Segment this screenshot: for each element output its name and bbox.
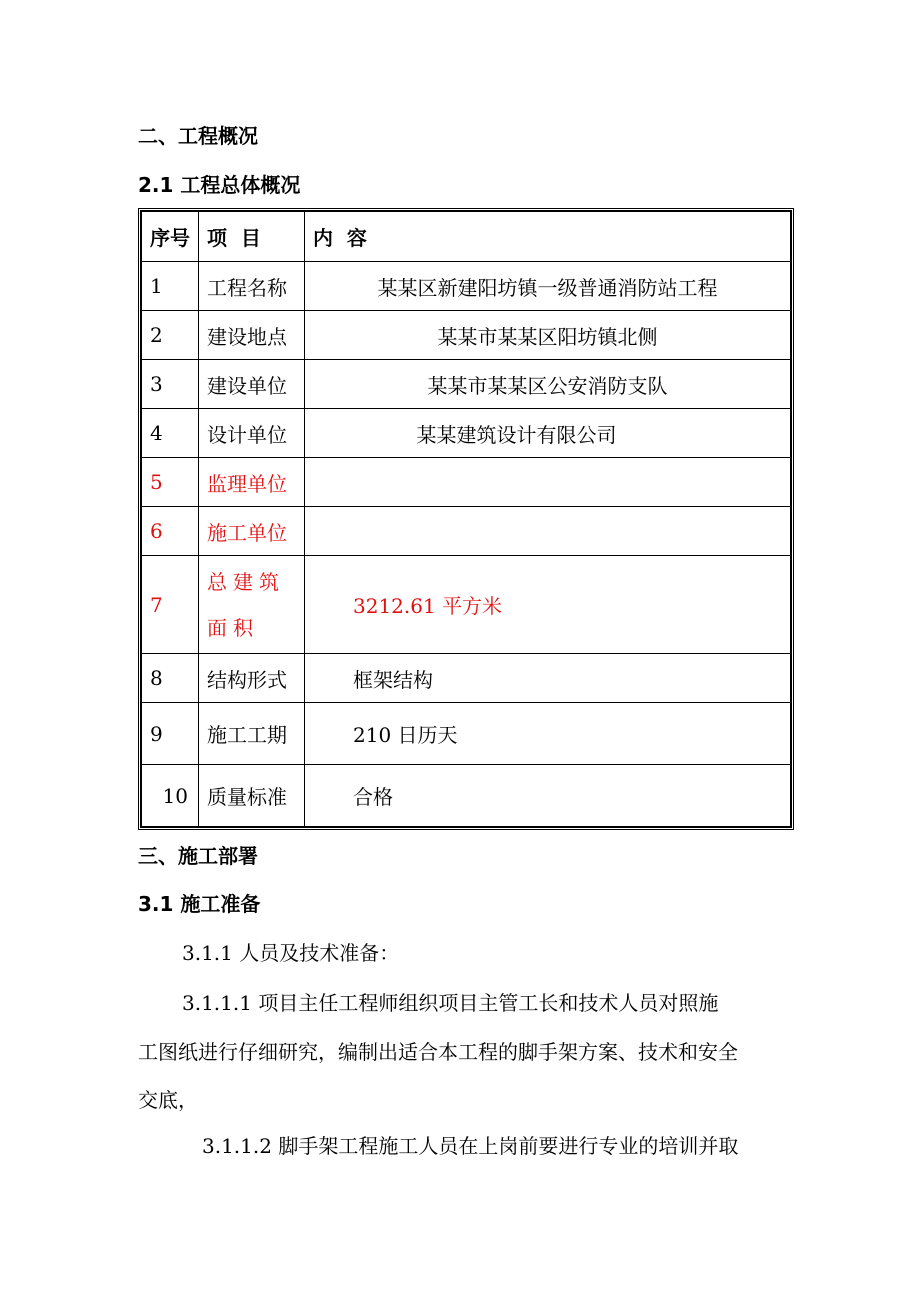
row-content: 某某区新建阳坊镇一级普通消防站工程: [305, 262, 791, 311]
header-content: 内 容: [305, 212, 791, 262]
table-row: [142, 360, 791, 409]
project-overview-table: [138, 208, 794, 830]
row-item: 设计单位: [199, 409, 305, 458]
row-number: 1: [142, 262, 199, 311]
row-number: 5: [142, 458, 199, 507]
row-item: 建设单位: [199, 360, 305, 409]
row-item: 工程名称: [199, 262, 305, 311]
row-item: 施工工期: [199, 703, 305, 765]
paragraph-3112-line1: 3.1.1.2 脚手架工程施工人员在上岗前要进行专业的培训并取: [202, 1134, 739, 1158]
row-content: 210 日历天: [305, 703, 791, 765]
table-row: [142, 409, 791, 458]
row-number: 4: [142, 409, 199, 458]
table-row: [142, 262, 791, 311]
row-item: 总建筑面积: [199, 556, 305, 654]
table-row: [142, 703, 791, 765]
row-number: 8: [142, 654, 199, 703]
row-content: 3212.61 平方米: [305, 556, 791, 654]
row-item: 施工单位: [199, 507, 305, 556]
row-content: 某某市某某区公安消防支队: [305, 360, 791, 409]
paragraph-3111-line3: 交底，: [138, 1088, 198, 1112]
paragraph-personnel-technical: 3.1.1 人员及技术准备：: [182, 941, 400, 965]
row-content: 某某市某某区阳坊镇北侧: [305, 311, 791, 360]
row-item: 结构形式: [199, 654, 305, 703]
header-item: 项 目: [199, 212, 305, 262]
table-row: [142, 765, 791, 827]
row-number: 7: [142, 556, 199, 654]
row-number: 10: [142, 765, 199, 827]
section-heading-overview: 二、工程概况: [138, 124, 258, 148]
row-number: 3: [142, 360, 199, 409]
subsection-heading-general: 2.1 工程总体概况: [138, 173, 301, 197]
row-number: 2: [142, 311, 199, 360]
row-content: 合格: [305, 765, 791, 827]
row-item: 建设地点: [199, 311, 305, 360]
header-number: 序号: [142, 212, 199, 262]
row-content: 某某建筑设计有限公司: [305, 409, 791, 458]
row-item: 监理单位: [199, 458, 305, 507]
table-row: [142, 507, 791, 556]
table-row: [142, 654, 791, 703]
subsection-heading-preparation: 3.1 施工准备: [138, 892, 261, 916]
table-row: [142, 556, 791, 654]
row-content: 框架结构: [305, 654, 791, 703]
row-number: 6: [142, 507, 199, 556]
section-heading-deployment: 三、施工部署: [138, 844, 258, 868]
row-number: 9: [142, 703, 199, 765]
paragraph-3111-line2: 工图纸进行仔细研究，编制出适合本工程的脚手架方案、技术和安全: [138, 1040, 738, 1064]
table-header-row: [142, 212, 791, 262]
row-content: [305, 458, 791, 507]
table-row: [142, 458, 791, 507]
paragraph-3111-line1: 3.1.1.1 项目主任工程师组织项目主管工长和技术人员对照施: [182, 991, 719, 1015]
table-row: [142, 311, 791, 360]
row-content: [305, 507, 791, 556]
row-item: 质量标准: [199, 765, 305, 827]
